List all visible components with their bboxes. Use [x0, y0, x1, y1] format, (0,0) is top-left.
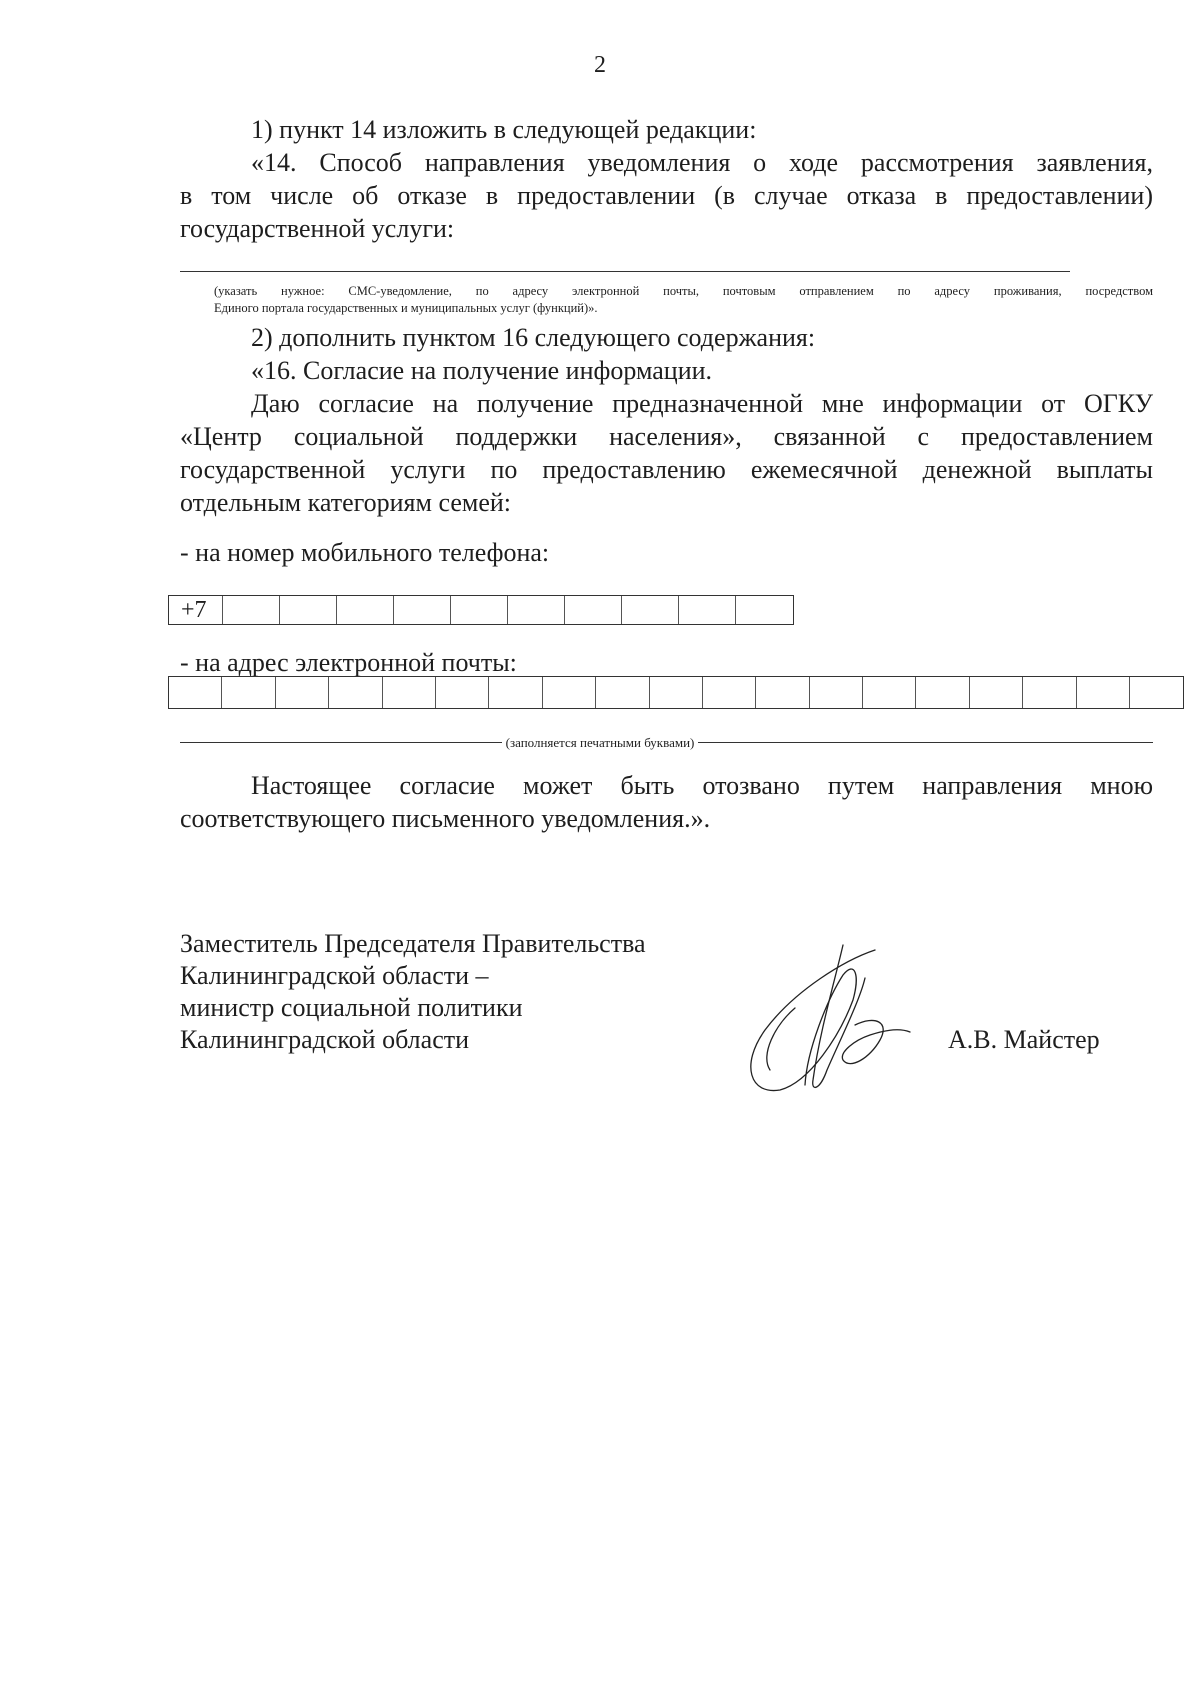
email-char-cell[interactable]	[703, 677, 756, 708]
email-char-cell[interactable]	[1023, 677, 1076, 708]
fill-in-line	[180, 271, 1070, 272]
phone-digit-cell[interactable]	[337, 596, 394, 624]
email-caption	[0, 735, 1200, 751]
signatory-title-line-1: Заместитель Председателя Правительства	[180, 929, 646, 958]
hint-line-1: (указать нужное: СМС-уведомление, по адресу электронной почты, почтовым отправлением по адресу проживания, посредством	[214, 284, 1153, 298]
email-char-cell[interactable]	[756, 677, 809, 708]
handwritten-signature	[735, 930, 935, 1105]
hint-text	[214, 283, 1153, 317]
phone-prefix-cell: +7	[169, 596, 223, 624]
consent-line-3: государственной услуги по предоставлению ежемесячной денежной выплаты	[180, 455, 1153, 484]
phone-digit-cell[interactable]	[736, 596, 793, 624]
phone-digit-cell[interactable]	[565, 596, 622, 624]
phone-digit-cell[interactable]	[280, 596, 337, 624]
phone-digit-cell[interactable]	[679, 596, 736, 624]
item1-line-2: в том числе об отказе в предоставлении (в случае отказа в предоставлении)	[180, 181, 1153, 210]
email-boxes	[168, 676, 1184, 709]
consent-last-line: отдельным категориям семей:	[180, 488, 511, 517]
email-char-cell[interactable]	[222, 677, 275, 708]
signatory-title-line-2: Калининградской области –	[180, 961, 489, 990]
email-char-cell[interactable]	[169, 677, 222, 708]
email-char-cell[interactable]	[329, 677, 382, 708]
page-number: 2	[594, 52, 606, 78]
phone-digit-cell[interactable]	[451, 596, 508, 624]
consent-line-1: Даю согласие на получение предназначенной мне информации от ОГКУ	[251, 389, 1153, 418]
phone-digit-cell[interactable]	[622, 596, 679, 624]
item1-intro: 1) пункт 14 изложить в следующей редакции:	[251, 115, 757, 144]
email-char-cell[interactable]	[916, 677, 969, 708]
signatory-title-line-3: министр социальной политики	[180, 993, 523, 1022]
email-char-cell[interactable]	[1130, 677, 1183, 708]
email-label: - на адрес электронной почты:	[180, 648, 517, 677]
signatory-title	[180, 928, 646, 1056]
email-char-cell[interactable]	[970, 677, 1023, 708]
phone-digit-cell[interactable]	[394, 596, 451, 624]
consent-line-2: «Центр социальной поддержки населения», связанной с предоставлением	[180, 422, 1153, 451]
item1-last-line: государственной услуги:	[180, 214, 455, 243]
item2-heading: «16. Согласие на получение информации.	[251, 356, 713, 385]
revocation-last-line: соответствующего письменного уведомления.».	[180, 804, 711, 833]
item2-intro: 2) дополнить пунктом 16 следующего содержания:	[251, 323, 816, 352]
email-char-cell[interactable]	[543, 677, 596, 708]
email-char-cell[interactable]	[436, 677, 489, 708]
email-caption-text: (заполняется печатными буквами)	[502, 735, 699, 750]
phone-label: - на номер мобильного телефона:	[180, 538, 550, 567]
signatory-name: А.В. Майстер	[948, 1025, 1100, 1054]
signatory-title-line-4: Калининградской области	[180, 1025, 470, 1054]
email-char-cell[interactable]	[810, 677, 863, 708]
phone-digit-cell[interactable]	[223, 596, 280, 624]
revocation-line-1: Настоящее согласие может быть отозвано путем направления мною	[251, 771, 1153, 800]
email-char-cell[interactable]	[650, 677, 703, 708]
email-char-cell[interactable]	[596, 677, 649, 708]
email-char-cell[interactable]	[863, 677, 916, 708]
hint-line-2: Единого портала государственных и муниципальных услуг (функций)».	[214, 301, 598, 315]
item1-line-1: «14. Способ направления уведомления о ходе рассмотрения заявления,	[251, 148, 1153, 177]
email-char-cell[interactable]	[1077, 677, 1130, 708]
email-char-cell[interactable]	[383, 677, 436, 708]
phone-boxes	[168, 595, 794, 625]
email-char-cell[interactable]	[276, 677, 329, 708]
email-char-cell[interactable]	[489, 677, 542, 708]
phone-digit-cell[interactable]	[508, 596, 565, 624]
